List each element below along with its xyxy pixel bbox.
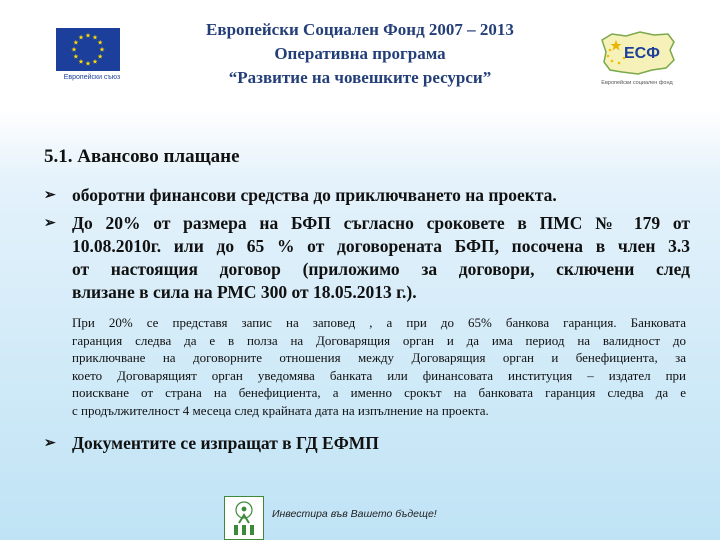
esf-logo-caption: Европейски социален фонд [601, 80, 673, 86]
esf-logo-text: ЕСФ [624, 45, 660, 62]
bullet-text [72, 184, 692, 207]
eu-star-icon [86, 61, 91, 66]
note-line: с продължителност 4 месеца след крайната дата на изпълнение на проекта. [72, 402, 489, 418]
note-line: поискване от страна на бенефициента, а именно срокът на банковата гаранция следва да е [72, 385, 686, 401]
eu-logo [52, 28, 132, 90]
bullet-line: от настоящия договор (приложимо за договори, сключени след [72, 259, 690, 279]
note-line: При 20% се представя запис на заповед , а при до 65% банкова гаранция. Банковата [72, 315, 686, 330]
arrowhead-bullet-icon: ➢ [44, 436, 56, 451]
eu-star-icon [93, 35, 98, 40]
header-title [150, 18, 570, 90]
note-line: приключване на договорните отношения между Договарящия орган и бенефициента, за [72, 350, 686, 366]
header-title-line: “Развитие на човешките ресурси” [228, 68, 492, 87]
bullet-line: влизане в сила на РМС 300 от 18.05.2013 г.). [72, 282, 417, 302]
eu-star-icon [73, 54, 78, 59]
header-title-line: Европейски Социален Фонд 2007 – 2013 [206, 20, 514, 39]
eu-star-icon [79, 35, 84, 40]
bullet-line: До 20% от размера на БФП съгласно сроковете в ПМС № 179 от [72, 213, 690, 233]
bullet-text [72, 432, 379, 455]
bullet-line: Документите се изпращат в ГД ЕФМП [72, 433, 379, 453]
esf-logo [596, 26, 678, 92]
operational-programme-logo-icon [224, 496, 264, 540]
bullet-text [72, 212, 690, 304]
bullet-line: 10.08.2010г. или до 65 % от договорената БФП, посочена в член 3.3 [72, 236, 690, 256]
eu-star-icon [98, 40, 103, 45]
eu-star-icon [73, 40, 78, 45]
eu-star-icon [86, 33, 91, 38]
bullet-line: оборотни финансови средства до приключването на проекта. [72, 185, 557, 205]
eu-flag-icon [56, 28, 120, 71]
eu-star-icon [93, 59, 98, 64]
eu-star-icon [98, 54, 103, 59]
footer-logo-graphic [225, 497, 263, 539]
eu-star-icon [79, 59, 84, 64]
eu-stars [56, 28, 120, 71]
eu-logo-caption: Европейски съюз [63, 74, 121, 81]
section-title: 5.1. Авансово плащане [44, 146, 240, 167]
arrowhead-bullet-icon: ➢ [44, 216, 56, 231]
note-paragraph [72, 314, 686, 420]
arrowhead-bullet-icon: ➢ [44, 188, 56, 203]
header-title-line: Оперативна програма [274, 44, 446, 63]
esf-bulgaria-map-icon [596, 26, 678, 80]
eu-star-icon [72, 47, 77, 52]
footer-slogan: Инвестира във Вашето бъдеще! [272, 508, 437, 520]
note-line: гаранция следва да е в полза на Договарящия орган и да има период на валидност до [72, 332, 686, 348]
footer-logo-frame [224, 496, 264, 540]
header [0, 0, 720, 110]
eu-star-icon [100, 47, 105, 52]
note-line: което Договарящият орган уведомява банката или финансовата институция – издател при [72, 367, 686, 383]
